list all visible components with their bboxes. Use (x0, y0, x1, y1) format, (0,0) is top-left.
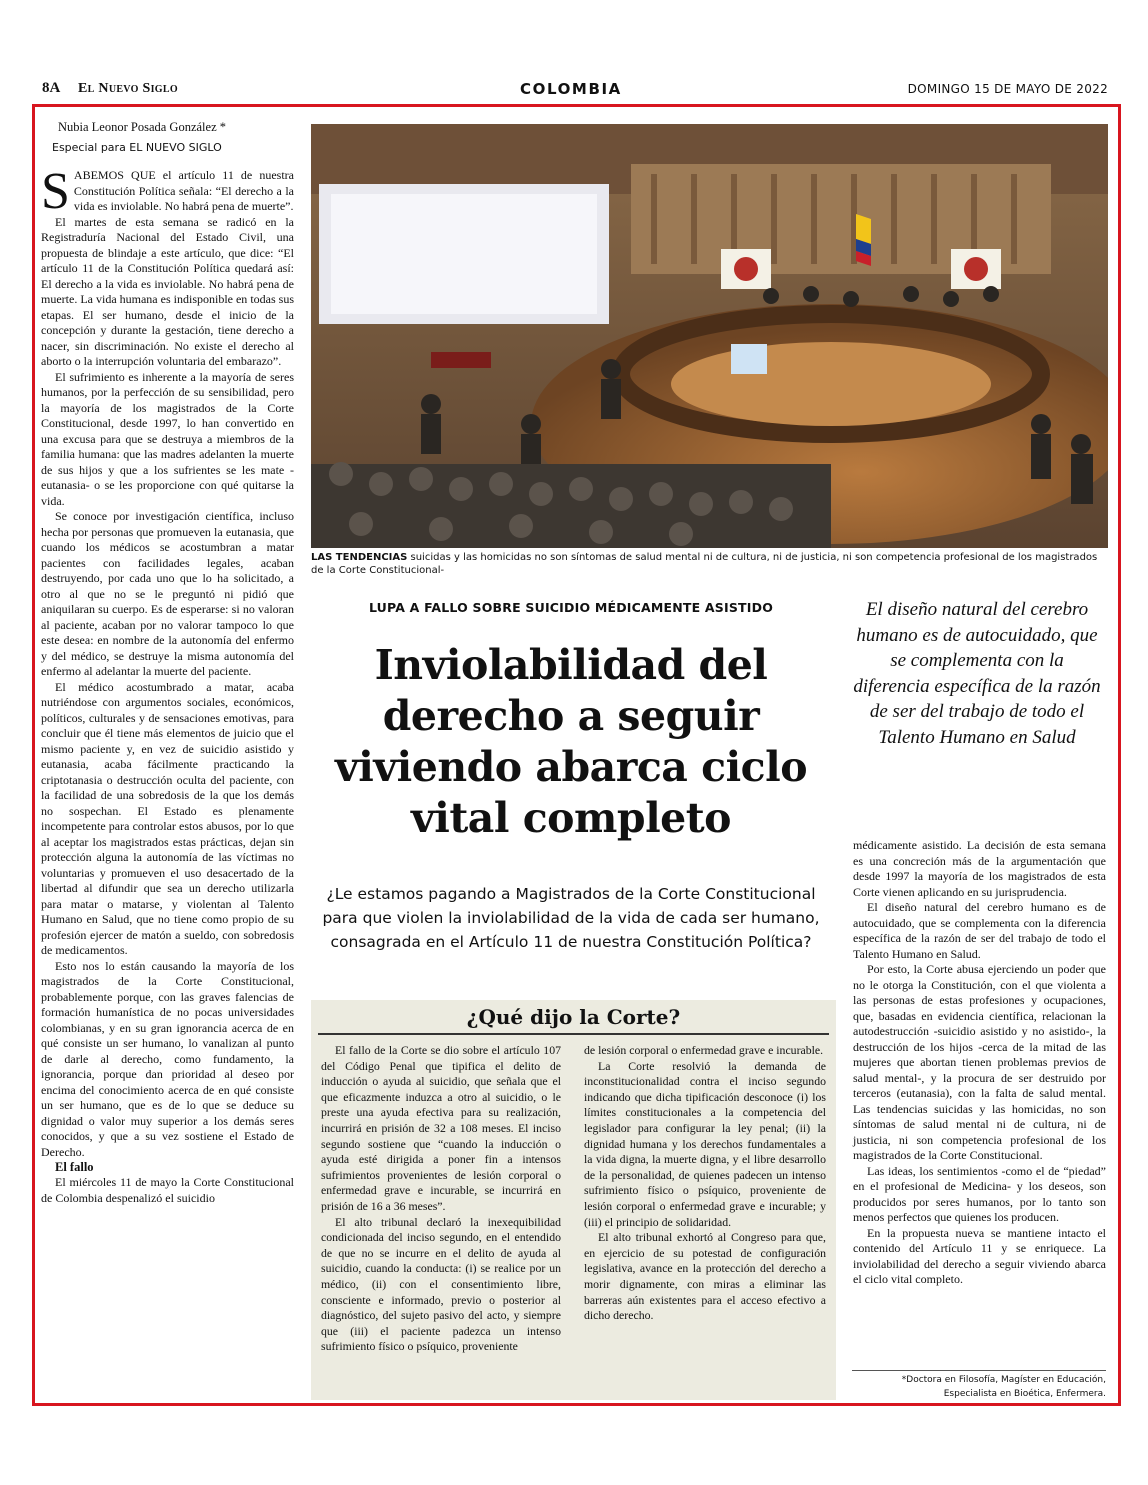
body-paragraph: El miércoles 11 de mayo la Corte Constitucional de Colombia despenalizó el suicidio (41, 1175, 294, 1205)
box-column-1 (321, 1043, 561, 1355)
body-paragraph: Esto nos lo están causando la mayoría de los magistrados de la Corte Constitucional, probablemente porque, con las graves falencias de formación humanística de no pocas universidades colombianas, y en su gran ignorancia acerca de en qué consiste un ser humano, lo vanalizan al punto de darle al derecho, como fundamento, la ignorancia, porque dan prioridad al deseo por encima del conocimiento acerca de en qué consiste un ser humano, que es de lo que se deduce su dignidad o valor muy superior a los demás seres conocidos, y que a su vez sostiene el Estado de Derecho. (41, 958, 294, 1159)
page-header (42, 80, 1108, 102)
subhead: El fallo (55, 1160, 94, 1174)
body-paragraph: En la propuesta nueva se mantiene intacto el contenido del Artículo 11 y se enriquece. La inviolabilidad del derecho a seguir viviendo abarca el ciclo vital completo. (853, 1225, 1106, 1286)
caption-text: suicidas y las homicidas no son síntomas de salud mental ni de cultura, ni de justicia, ni son competencia profesional de los magistrados de la Corte Constitucional- (311, 552, 1098, 576)
body-paragraph: El sufrimiento es inherente a la mayoría de seres humanos, por la perfección de su sensibilidad, pero la mayoría de los magistrados de la Corte Constitucional, desde 1997, lo han convertido en una excusa para que se destruya a miembros de la familia humana: que las madres adelanten la muerte de sus hijos y que a los sufrientes se les mate -eutanasia- o se les proporcione con qué quitarse la vida. (41, 369, 294, 508)
box-column-2 (584, 1043, 826, 1324)
byline-author: Nubia Leonor Posada González * (58, 120, 226, 134)
caption-label: LAS TENDENCIAS (311, 552, 408, 563)
deck: ¿Le estamos pagando a Magistrados de la Corte Constitucional para que violen la inviolabilidad de la vida de cada ser humano, consagrada en el Artículo 11 de nuestra Constitución Política? (322, 885, 820, 951)
box-paragraph: de lesión corporal o enfermedad grave e incurable. (584, 1043, 824, 1057)
body-paragraph: Las ideas, los sentimientos -como el de “piedad” en el profesional de Medicina- y los deseos, son producidos por seres humanos, por lo tanto son menos perfectos que quienes los producen. (853, 1163, 1106, 1224)
left-column (41, 163, 294, 1206)
body-paragraph: médicamente asistido. La decisión de esta semana es una concreción más de la argumentación que desde 1997 la mayoría de los magistrados de esta Corte vienen aplicando en su jurisprudencia. (853, 838, 1106, 899)
box-paragraph: El alto tribunal declaró la inexequibilidad condicionada del inciso segundo, en el entendido de que no se incurre en el delito de ayuda al suicidio, cuando la conducta: (i) se realice por un médico, (ii) con el consentimiento libre, consciente e informado, previo o posterior al diagnóstico, del sujeto pasivo del acto, y siempre que (iii) el paciente padezca un intenso sufrimiento físico o psíquico, proveniente (321, 1214, 561, 1354)
box-paragraph: El alto tribunal exhortó al Congreso para que, en ejercicio de su potestad de configuración legislativa, avance en la protección del derecho a morir dignamente, con miras a eliminar las barreras aún existentes para el acceso efectivo a dicho derecho. (584, 1230, 826, 1323)
author-footnote (852, 1370, 1106, 1401)
footnote-line: Especialista en Bioética, Enfermera. (943, 1389, 1106, 1399)
section-title: COLOMBIA (520, 80, 622, 98)
box-title: ¿Qué dijo la Corte? (466, 1005, 681, 1029)
courtroom-photo (311, 124, 1108, 548)
body-paragraph: El médico acostumbrado a matar, acaba nutriéndose con argumentos sociales, económicos, políticos, culturales y de sensaciones emotivas, para concluir que él tiene más elementos de juicio que el mismo paciente y, en vez de suicidio asistido y eutanasia, acaba fácilmente practicando la criptotanasia o destrucción oculta del paciente, con la facilidad de una sobredosis de la que los demás no sospechan. El Estado es plenamente incompetente para controlar estos abusos, por lo que al aceptar los magistrados estas prácticas, dejan sin protección alguna la autonomía de las víctimas no voluntarias y promueven el uso desacertado de la libertad al difundir que sea un derecho utilizarla para matar o matarse, y violentan al Talento Humano en Salud, que no tiene como propio de su profesión ejercer de matón a sueldo, con sobredosis de medicamentos. (41, 679, 294, 957)
right-column (853, 838, 1106, 1288)
body-paragraph: El martes de esta semana se radicó en la Registraduría Nacional del Estado Civil, una propuesta de blindaje a este artículo, que dice: “El artículo 11 de la Constitución Política quedará así: El derecho a la vida es inviolable. No habrá pena de muerte. La vida humana es indisponible en todas sus etapas. El ser humano, desde el inicio de la concepción y durante la gestación, tiene derecho a nacer, sin discriminación. No existe el derecho al aborto o la interrupción voluntaria del embarazo”. (41, 214, 294, 368)
issue-date: DOMINGO 15 DE MAYO DE 2022 (907, 82, 1108, 96)
body-paragraph: El diseño natural del cerebro humano es de autocuidado, que se complementa con la diferencia específica de la razón de ser del trabajo de todo el Talento Humano en Salud. (853, 900, 1106, 961)
dropcap: S (41, 163, 70, 220)
box-paragraph: La Corte resolvió la demanda de inconstitucionalidad contra el inciso segundo indicando que dicha tipificación desconoce (i) los límites constitucionales a la competencia del legislador para configurar la ley penal; (ii) la dignidad humana y los derechos fundamentales a la vida digna, la muerte digna, y el libre desarrollo de la personalidad, de quienes padecen un intenso sufrimiento físico o psíquico, proveniente de lesión corporal o enfermedad grave e incurable; y (iii) el principio de solidaridad. (584, 1058, 826, 1229)
body-paragraph: Se conoce por investigación científica, incluso hecha por personas que promueven la eutanasia, que cuando los médicos se acostumbran a matar pacientes con facilidades legales, acaban destruyendo, por cada uno que lo ha solicitado, a otro al que no se le preguntó ni pidió que aniquilaran su cuerpo. Es de esperarse: si no valoran al paciente, acaban por no valorar tampoco lo que este desea: en nombre de la autonomía del enfermo y del médico, se destruye la misma autonomía del enfermo al adelantar la muerte del paciente. (41, 509, 294, 678)
kicker: LUPA A FALLO SOBRE SUICIDIO MÉDICAMENTE ASISTIDO (368, 600, 774, 615)
pull-quote: El diseño natural del cerebro humano es de autocuidado, que se complementa con la diferencia específica de la razón de ser del trabajo de todo el Talento Humano en Salud (853, 599, 1101, 748)
photo-caption (311, 551, 1108, 577)
lead-paragraph: ABEMOS QUE el artículo 11 de nuestra Constitución Política señala: “El derecho a la vida es inviolable. No habrá pena de muerte”. (73, 168, 294, 213)
page-number: 8A (42, 80, 61, 96)
masthead: El Nuevo Siglo (78, 81, 178, 96)
headline: Inviolabilidad del derecho a seguir viviendo abarca ciclo vital completo (334, 641, 808, 842)
footnote-line: *Doctora en Filosofía, Magíster en Educación, (901, 1375, 1106, 1385)
byline-role: Especial para EL NUEVO SIGLO (52, 141, 222, 154)
box-paragraph: El fallo de la Corte se dio sobre el artículo 107 del Código Penal que tipifica el delito de inducción o ayuda al suicidio, que señala que el que eficazmente induzca a otro al suicidio, o le preste una ayuda efectiva para su realización, incurrirá en prisión de 32 a 108 meses. El inciso segundo sostiene que “cuando la inducción o ayuda esté dirigida a poner fin a intensos sufrimientos provenientes de lesión corporal o enfermedad grave e incurable, se incurrirá en prisión de 16 a 36 meses”. (321, 1043, 561, 1213)
body-paragraph: Por esto, la Corte abusa ejerciendo un poder que no le otorga la Constitución, con el que violenta a las personas de estas profesiones y ocupaciones, que, basadas en evidencia científica, relacionan la autodestrucción -suicidio asistido y no asistido-, la destrucción de los hijos -cerca de la mitad de las mujeres que abortan tienen problemas previos de salud mental-, y la procura de ser destruido por terceros (eutanasia), con la falta de salud mental. Las tendencias suicidas y las homicidas, no son síntomas de salud mental ni de cultura, ni de justicia, ni son competencia profesional de los magistrados de la Corte Constitucional. (853, 962, 1106, 1162)
box-rule (318, 1033, 829, 1035)
